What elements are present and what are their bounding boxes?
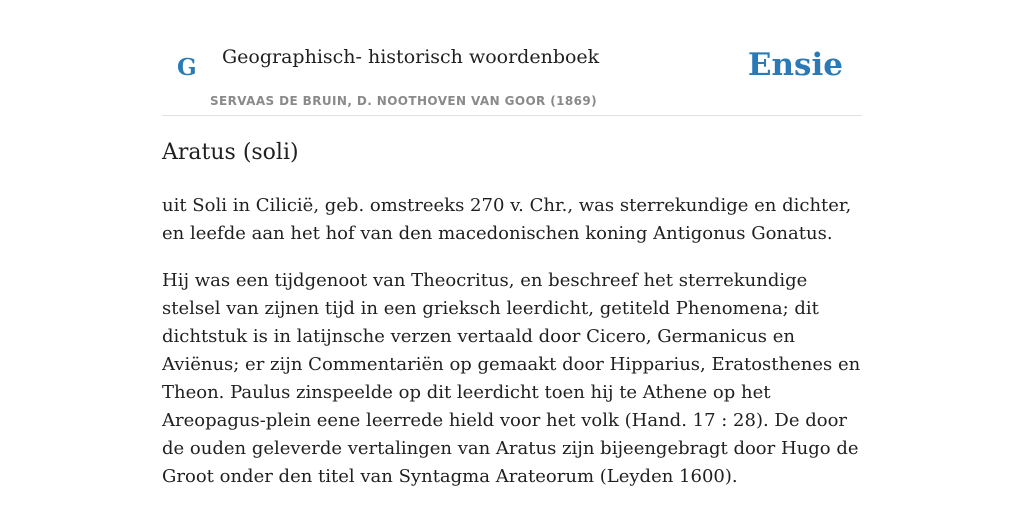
book-header bbox=[162, 0, 862, 116]
entry-content bbox=[162, 192, 862, 510]
entry-paragraph: uit Soli in Cilicië, geb. omstreeks 270 v. Chr., was sterrekundige en dichter, en leefde aan het hof van den macedonischen koning Antigonus Gonatus. bbox=[162, 195, 852, 244]
book-title[interactable]: Geographisch- historisch woordenboek bbox=[222, 46, 600, 68]
book-letter-logo[interactable]: G bbox=[177, 54, 197, 81]
entry-paragraph: Hij was een tijdgenoot van Theocritus, en beschreef het sterrekundige stelsel van zijnen tijd in een grieksch leerdicht, getiteld Phenomena; dit dichtstuk is in latijnsche verzen vertaald door Cicero, Germanicus en Aviënus; er zijn Commentariën op gemaakt door Hipparius, Eratosthenes en Theon. Paulus zinspeelde op dit leerdicht toen hij te Athene op het Areopagus-plein eene leerrede hield voor het volk (Hand. 17 : 28). De door de ouden geleverde vertalingen van Aratus zijn bijeengebragt door Hugo de Groot onder den titel van Syntagma Arateorum (Leyden 1600). bbox=[162, 270, 861, 487]
entry-title: Aratus (soli) bbox=[162, 140, 299, 165]
page bbox=[162, 0, 862, 512]
ensie-logo-link[interactable]: Ensie bbox=[747, 47, 843, 83]
book-author: SERVAAS DE BRUIN, D. NOOTHOVEN VAN GOOR (1869) bbox=[210, 94, 598, 108]
